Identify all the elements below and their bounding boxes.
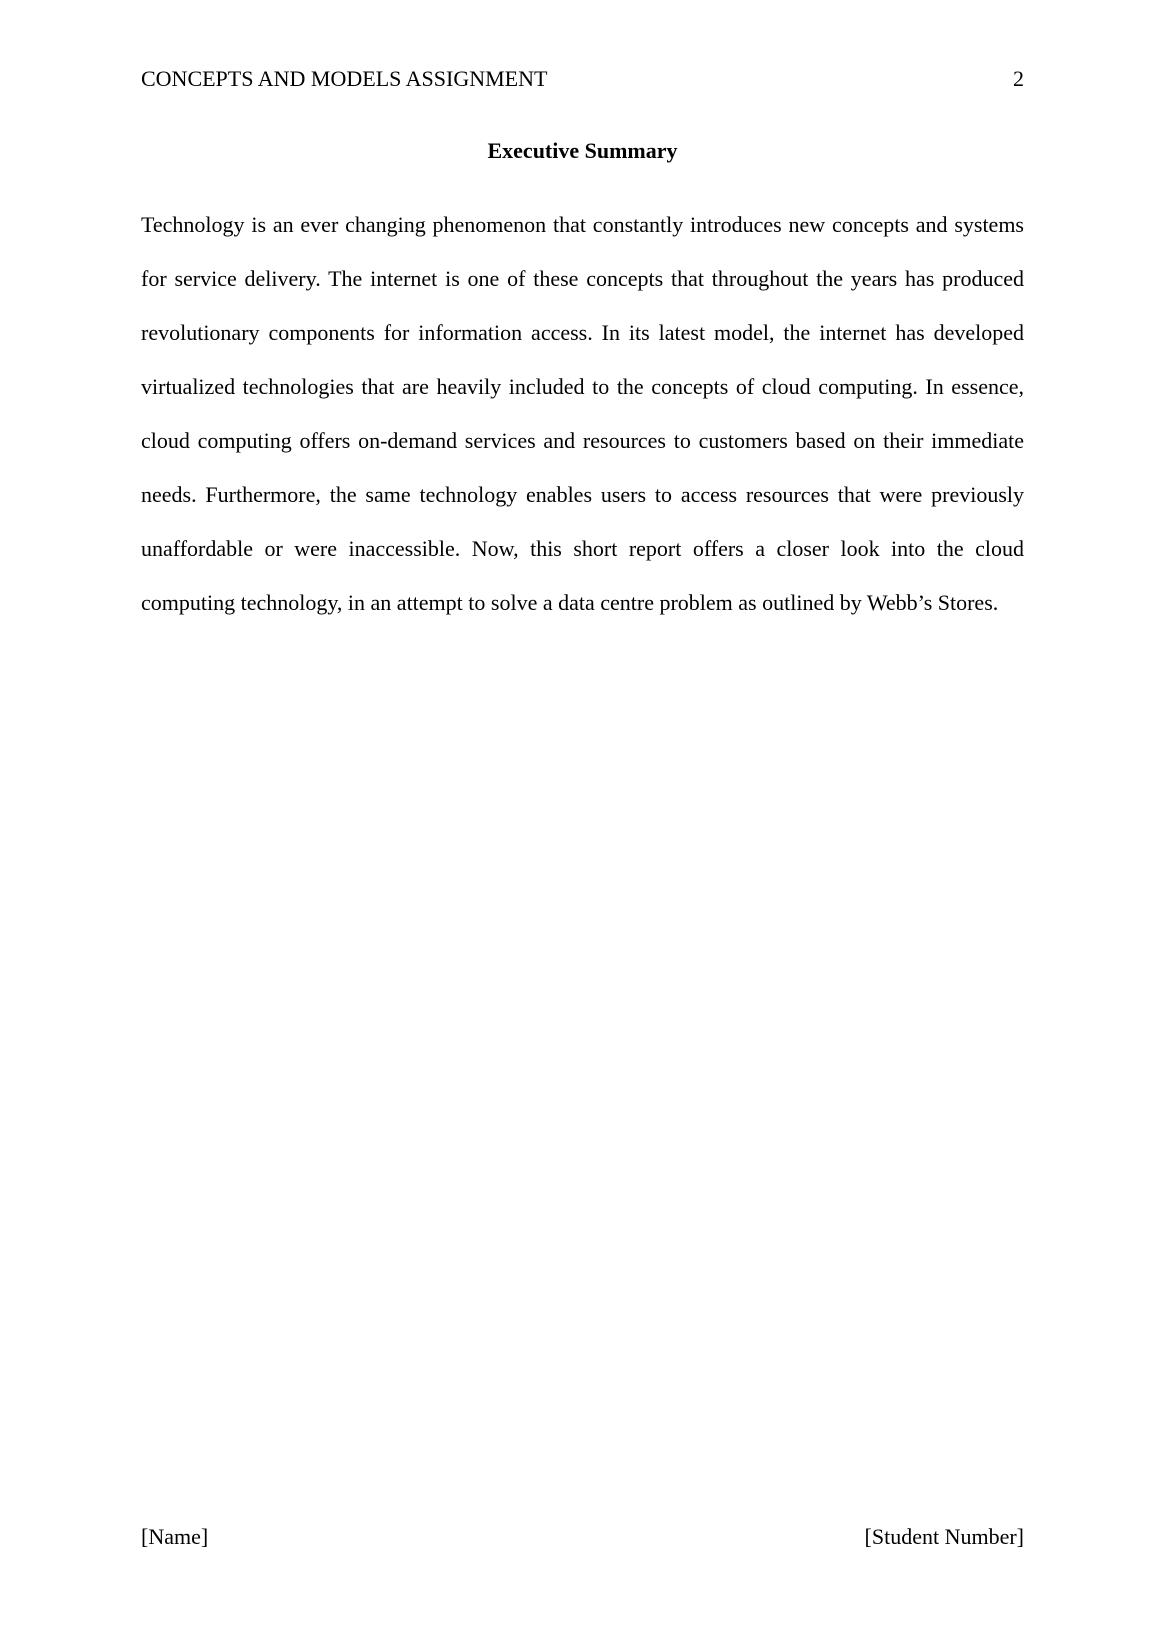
- page-number: 2: [1013, 66, 1024, 91]
- section-title: Executive Summary: [487, 138, 678, 163]
- page-footer: [141, 1524, 1024, 1550]
- page-header: [141, 66, 1024, 96]
- running-title: CONCEPTS AND MODELS ASSIGNMENT: [141, 66, 548, 91]
- footer-student-number: [Student Number]: [864, 1524, 1024, 1549]
- footer-name: [Name]: [141, 1524, 209, 1549]
- summary-paragraph: Technology is an ever changing phenomenon that constantly introduces new concepts and systems for service delivery. The internet is one of these concepts that throughout the years has produced revolutionary components for information access. In its latest model, the internet has developed virtualized technologies that are heavily included to the concepts of cloud computing. In essence, cloud computing offers on-demand services and resources to customers based on their immediate needs. Furthermore, the same technology enables users to access resources that were previously unaffordable or were inaccessible. Now, this short report offers a closer look into the cloud computing technology, in an attempt to solve a data centre problem as outlined by Webb’s Stores.: [141, 212, 1024, 615]
